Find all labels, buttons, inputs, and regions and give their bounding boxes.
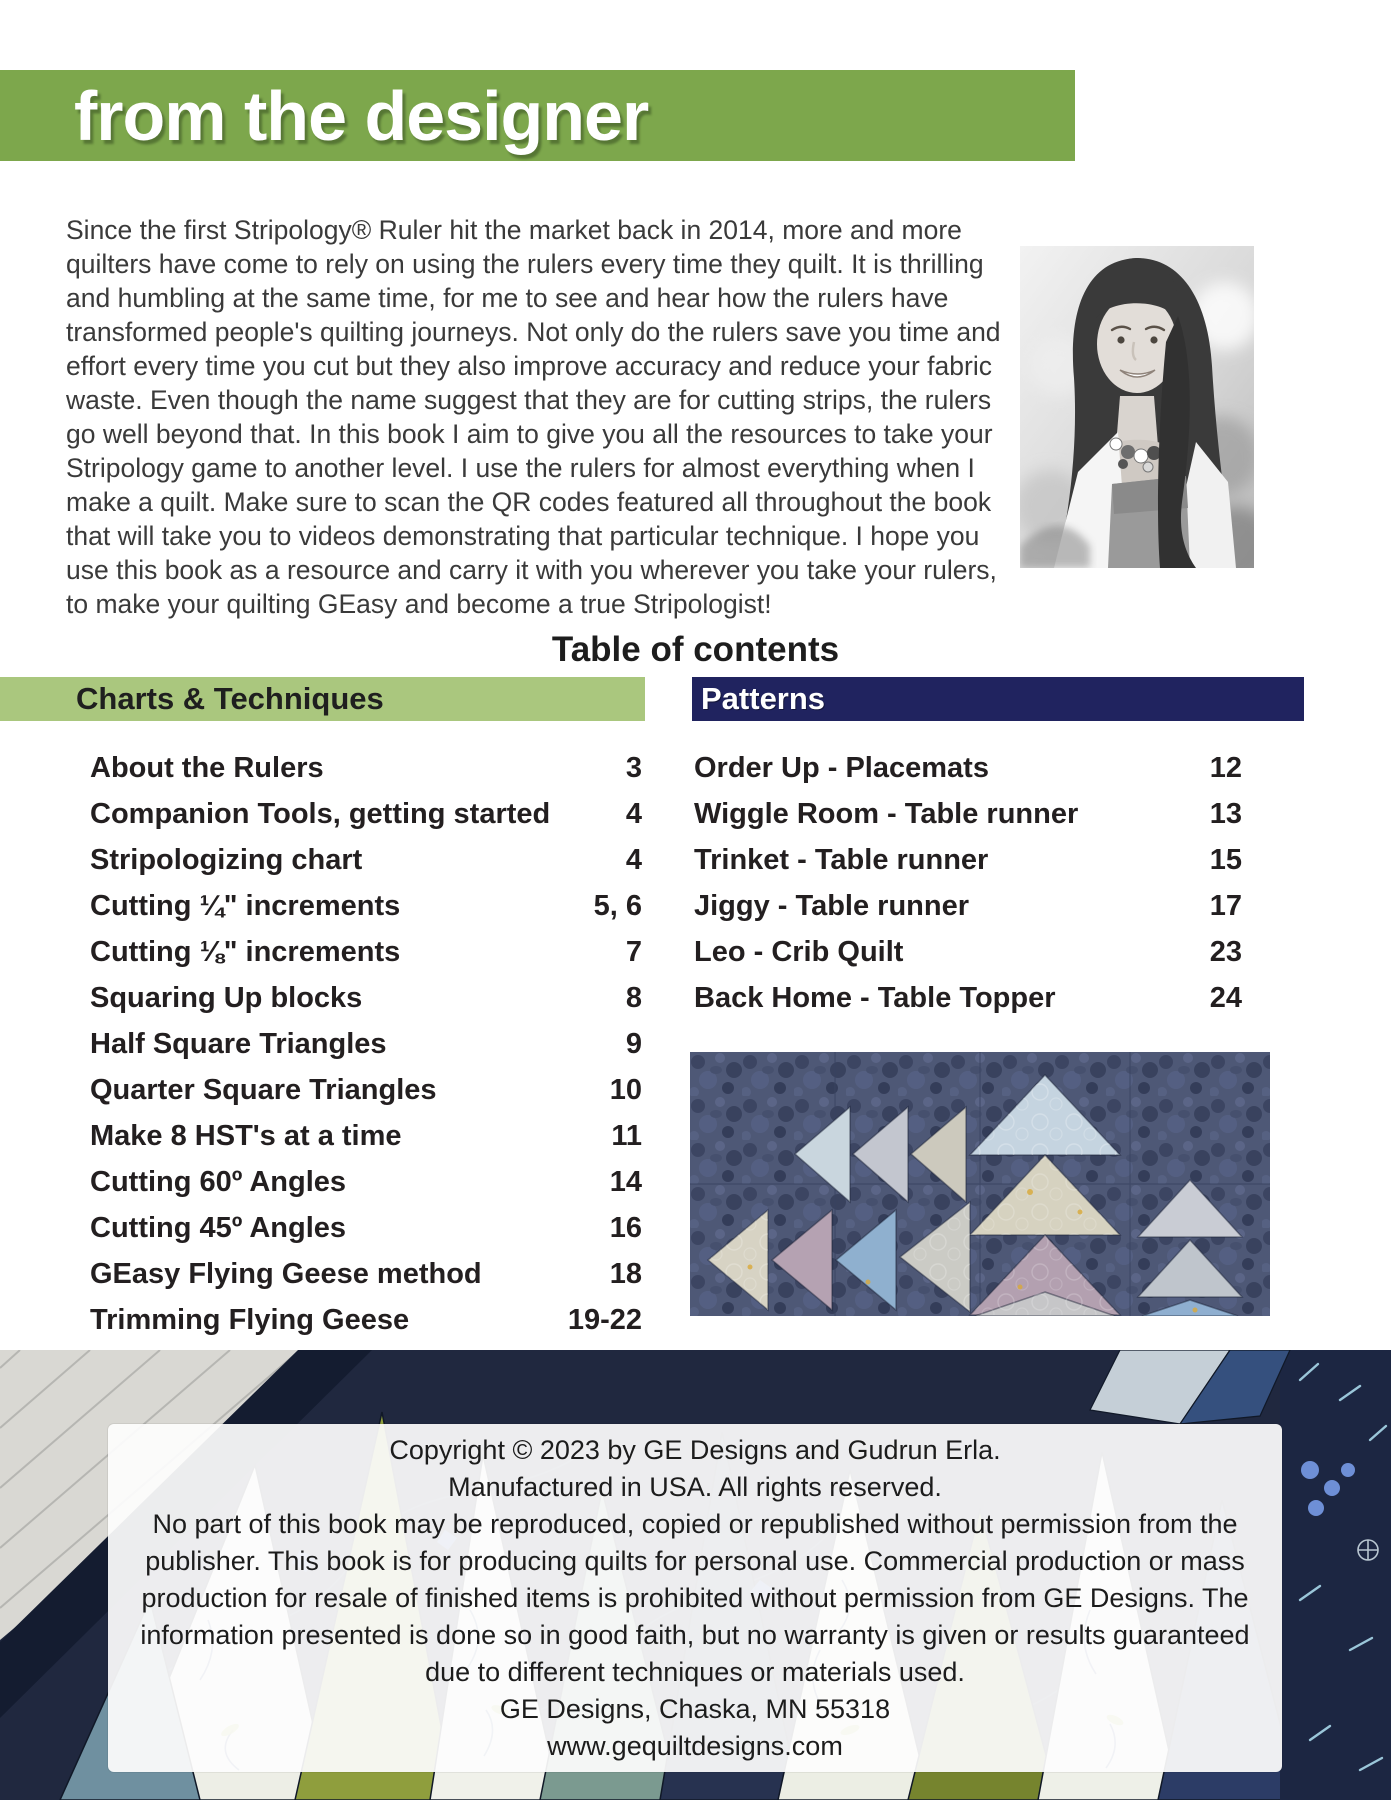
toc-item-label: Order Up - Placemats bbox=[694, 751, 989, 784]
toc-item-page: 24 bbox=[1209, 981, 1242, 1014]
patterns-header: Patterns bbox=[701, 681, 826, 716]
toc-row bbox=[90, 837, 642, 883]
toc-item-page: 15 bbox=[1209, 843, 1242, 876]
toc-row bbox=[694, 883, 1242, 929]
toc-row bbox=[694, 791, 1242, 837]
quilt-image bbox=[690, 1052, 1270, 1316]
toc-item-label: Trimming Flying Geese bbox=[90, 1303, 410, 1336]
publisher-website: www.gequiltdesigns.com bbox=[547, 1730, 843, 1761]
charts-techniques-list bbox=[90, 745, 642, 1343]
intro-paragraph: Since the first Stripology® Ruler hit the market back in 2014, more and more quilters have come to rely on using the rulers every time they quilt. It is thrilling and humbling at the same time, for me to see and hear how the rulers have transformed people's quilting journeys. Not only do the rulers save you time and effort every time you cut but they also improve accuracy and reduce your fabric waste. Even though the name suggest that they are for cutting strips, the rulers go well beyond that. In this book I aim to give you all the resources to take your Stripology game to another level. I use the rulers for almost everything when I make a quilt. Make sure to scan the QR codes featured all throughout the book that will take you to videos demonstrating that particular technique. I hope you use this book as a resource and carry it with you wherever you take your rulers, to make your quilting GEasy and become a true Stripologist! bbox=[66, 214, 1001, 619]
portrait-image bbox=[1020, 246, 1254, 568]
toc-item-label: Wiggle Room - Table runner bbox=[694, 797, 1079, 830]
copyright-line: Manufactured in USA. All rights reserved. bbox=[448, 1471, 942, 1502]
flying-geese-quilt-photo bbox=[690, 1052, 1270, 1316]
copyright-box bbox=[108, 1424, 1282, 1772]
toc-item-label: Squaring Up blocks bbox=[90, 981, 363, 1014]
patterns-list bbox=[694, 745, 1242, 1021]
toc-item-label: GEasy Flying Geese method bbox=[90, 1257, 482, 1290]
charts-techniques-header-band bbox=[0, 677, 645, 721]
toc-item-page: 8 bbox=[625, 981, 642, 1014]
publisher-address: GE Designs, Chaska, MN 55318 bbox=[499, 1693, 891, 1724]
toc-row bbox=[90, 791, 642, 837]
toc-item-page: 14 bbox=[609, 1165, 642, 1198]
toc-item-label: Cutting ⅛" increments bbox=[90, 935, 401, 968]
copyright-body: No part of this book may be reproduced, copied or republished without permission from the publisher. This book is for producing quilts for personal use. Commercial production or mass production for resale of finished items is prohibited without permission from GE Designs. The information presented is done so in good faith, but no warranty is given or results guaranteed due to different techniques or materials used. bbox=[140, 1508, 1250, 1687]
toc-item-label: Stripologizing chart bbox=[90, 843, 363, 876]
toc-item-label: Make 8 HST's at a time bbox=[90, 1119, 402, 1152]
toc-item-label: Cutting ¼" increments bbox=[90, 889, 401, 922]
page-title: from the designer bbox=[74, 77, 649, 155]
toc-item-page: 18 bbox=[609, 1257, 642, 1290]
toc-item-page: 16 bbox=[609, 1211, 642, 1244]
toc-item-page: 19-22 bbox=[567, 1303, 642, 1336]
toc-item-label: Cutting 45º Angles bbox=[90, 1211, 347, 1244]
toc-item-page: 4 bbox=[625, 797, 642, 830]
toc-item-page: 10 bbox=[609, 1073, 642, 1106]
toc-item-label: Companion Tools, getting started bbox=[90, 797, 551, 830]
toc-item-label: Quarter Square Triangles bbox=[90, 1073, 437, 1106]
toc-item-label: Leo - Crib Quilt bbox=[694, 935, 904, 968]
toc-item-page: 3 bbox=[625, 751, 642, 784]
toc-row bbox=[90, 1159, 642, 1205]
toc-item-page: 9 bbox=[625, 1027, 642, 1060]
toc-item-page: 17 bbox=[1209, 889, 1242, 922]
toc-row bbox=[90, 975, 642, 1021]
toc-item-page: 23 bbox=[1209, 935, 1242, 968]
toc-row bbox=[90, 1297, 642, 1343]
toc-row bbox=[694, 837, 1242, 883]
toc-item-label: Back Home - Table Topper bbox=[694, 981, 1056, 1014]
toc-item-label: Trinket - Table runner bbox=[694, 843, 989, 876]
toc-row bbox=[90, 745, 642, 791]
designer-portrait-photo bbox=[1020, 246, 1254, 568]
toc-row bbox=[90, 1205, 642, 1251]
toc-row bbox=[90, 1113, 642, 1159]
toc-row bbox=[90, 1067, 642, 1113]
toc-item-label: Jiggy - Table runner bbox=[694, 889, 970, 922]
toc-row bbox=[694, 975, 1242, 1021]
toc-item-page: 13 bbox=[1209, 797, 1242, 830]
toc-row bbox=[90, 929, 642, 975]
toc-item-page: 11 bbox=[611, 1119, 642, 1152]
toc-row bbox=[90, 1021, 642, 1067]
toc-item-page: 12 bbox=[1209, 751, 1242, 784]
patterns-header-band bbox=[692, 677, 1304, 721]
toc-item-page: 7 bbox=[625, 935, 642, 968]
toc-item-label: About the Rulers bbox=[90, 751, 324, 784]
copyright-line: Copyright © 2023 by GE Designs and Gudrun Erla. bbox=[389, 1434, 1001, 1465]
toc-item-label: Cutting 60º Angles bbox=[90, 1165, 347, 1198]
toc-item-page: 4 bbox=[625, 843, 642, 876]
toc-row bbox=[90, 883, 642, 929]
page-header-band bbox=[0, 70, 1075, 161]
toc-item-page: 5, 6 bbox=[593, 889, 642, 922]
toc-row bbox=[90, 1251, 642, 1297]
charts-techniques-header: Charts & Techniques bbox=[76, 681, 384, 716]
toc-item-label: Half Square Triangles bbox=[90, 1027, 387, 1060]
toc-row bbox=[694, 929, 1242, 975]
toc-title: Table of contents bbox=[551, 630, 840, 669]
toc-row bbox=[694, 745, 1242, 791]
